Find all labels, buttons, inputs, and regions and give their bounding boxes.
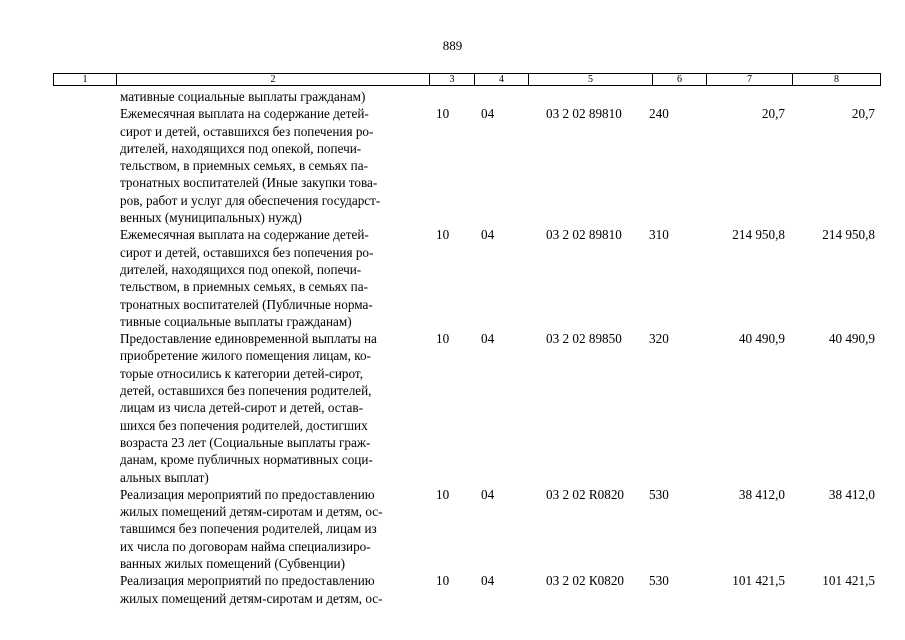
cell-c4: 04	[481, 486, 495, 502]
column-number-6: 6	[653, 74, 707, 86]
description-line: тельством, в приемных семьях, в семьях па-	[120, 279, 368, 295]
cell-c8: 101 421,5	[822, 573, 875, 589]
cell-c6: 530	[649, 486, 669, 502]
cell-c3: 10	[436, 573, 450, 589]
description-line: ванных жилых помещений (Субвенции)	[120, 556, 345, 572]
description-line: тавшимся без попечения родителей, лицам из	[120, 521, 377, 537]
description-line: возраста 23 лет (Социальные выплаты граж-	[120, 434, 371, 450]
description-line: дителей, находящихся под опекой, попечи-	[120, 261, 362, 277]
description-line: тивные социальные выплаты гражданам)	[120, 313, 352, 329]
table-row	[0, 105, 905, 226]
cell-c8: 40 490,9	[828, 331, 875, 347]
cell-c6: 320	[649, 331, 669, 347]
description-line: Реализация мероприятий по предоставлению	[120, 486, 375, 502]
cell-c5: 03 2 02 R0820	[546, 486, 625, 502]
page-number: 889	[442, 38, 463, 53]
description-line: сирот и детей, оставшихся без попечения ро-	[120, 244, 374, 260]
description-line: шихся без попечения родителей, достигших	[120, 417, 368, 433]
column-number-3: 3	[430, 74, 475, 86]
description-line: тронатных воспитателей (Иные закупки това-	[120, 175, 378, 191]
cell-c6: 240	[649, 106, 669, 122]
description-line: ров, работ и услуг для обеспечения государст-	[120, 192, 381, 208]
column-number-8: 8	[793, 74, 881, 86]
column-number-2: 2	[117, 74, 430, 86]
description-line: жилых помещений детям-сиротам и детям, ос-	[120, 590, 383, 606]
description-line: тельством, в приемных семьях, в семьях па-	[120, 158, 368, 174]
table-row	[0, 572, 905, 607]
row-description	[120, 572, 425, 607]
cell-c4: 04	[481, 106, 495, 122]
cell-c8: 38 412,0	[828, 486, 875, 502]
description-line: Ежемесячная выплата на содержание детей-	[120, 106, 369, 122]
description-line: лицам из числа детей-сирот и детей, остав-	[120, 400, 363, 416]
cell-c7: 214 950,8	[732, 227, 785, 243]
cell-c4: 04	[481, 573, 495, 589]
description-line: венных (муниципальных) нужд)	[120, 210, 302, 226]
description-line: детей, оставшихся без попечения родителей,	[120, 383, 372, 399]
description-line: торые относились к категории детей-сирот,	[120, 365, 364, 381]
description-line: приобретение жилого помещения лицам, ко-	[120, 348, 371, 364]
description-line: Предоставление единовременной выплаты на	[120, 331, 377, 347]
column-number-4: 4	[475, 74, 529, 86]
cell-c7: 20,7	[761, 106, 785, 122]
rows-container	[0, 105, 905, 607]
description-line: жилых помещений детям-сиротам и детям, ос-	[120, 504, 383, 520]
cell-c5: 03 2 02 К0820	[546, 573, 625, 589]
description-line: сирот и детей, оставшихся без попечения ро-	[120, 123, 374, 139]
table-row	[0, 226, 905, 330]
cell-c3: 10	[436, 227, 450, 243]
cell-c7: 40 490,9	[738, 331, 785, 347]
cell-c3: 10	[436, 331, 450, 347]
cell-c4: 04	[481, 331, 495, 347]
description-line: тронатных воспитателей (Публичные норма-	[120, 296, 373, 312]
column-number-1: 1	[54, 74, 117, 86]
description-line: Реализация мероприятий по предоставлению	[120, 573, 375, 589]
row-description	[120, 330, 425, 486]
cell-c3: 10	[436, 486, 450, 502]
continuation-row	[0, 88, 905, 105]
column-number-5: 5	[529, 74, 653, 86]
column-header-table	[53, 73, 881, 86]
cell-c7: 38 412,0	[738, 486, 785, 502]
cell-c8: 214 950,8	[822, 227, 875, 243]
row-description	[120, 226, 425, 330]
description-line: их числа по договорам найма специализиро-	[120, 538, 371, 554]
description-line: дителей, находящихся под опекой, попечи-	[120, 140, 362, 156]
description-line: альных выплат)	[120, 469, 209, 485]
cell-c8: 20,7	[851, 106, 875, 122]
cell-c5: 03 2 02 89810	[546, 227, 622, 243]
row-description	[120, 486, 425, 572]
cell-c3: 10	[436, 106, 450, 122]
continuation-text: мативные социальные выплаты гражданам)	[120, 89, 366, 104]
cell-c6: 530	[649, 573, 669, 589]
description-line: Ежемесячная выплата на содержание детей-	[120, 227, 369, 243]
cell-c6: 310	[649, 227, 669, 243]
cell-c4: 04	[481, 227, 495, 243]
column-number-7: 7	[707, 74, 793, 86]
cell-c5: 03 2 02 89850	[546, 331, 622, 347]
budget-rows	[0, 88, 905, 607]
description-line: данам, кроме публичных нормативных соци-	[120, 452, 373, 468]
cell-c5: 03 2 02 89810	[546, 106, 622, 122]
table-row	[0, 330, 905, 486]
row-description	[120, 105, 425, 226]
cell-c7: 101 421,5	[732, 573, 785, 589]
table-row	[0, 486, 905, 573]
